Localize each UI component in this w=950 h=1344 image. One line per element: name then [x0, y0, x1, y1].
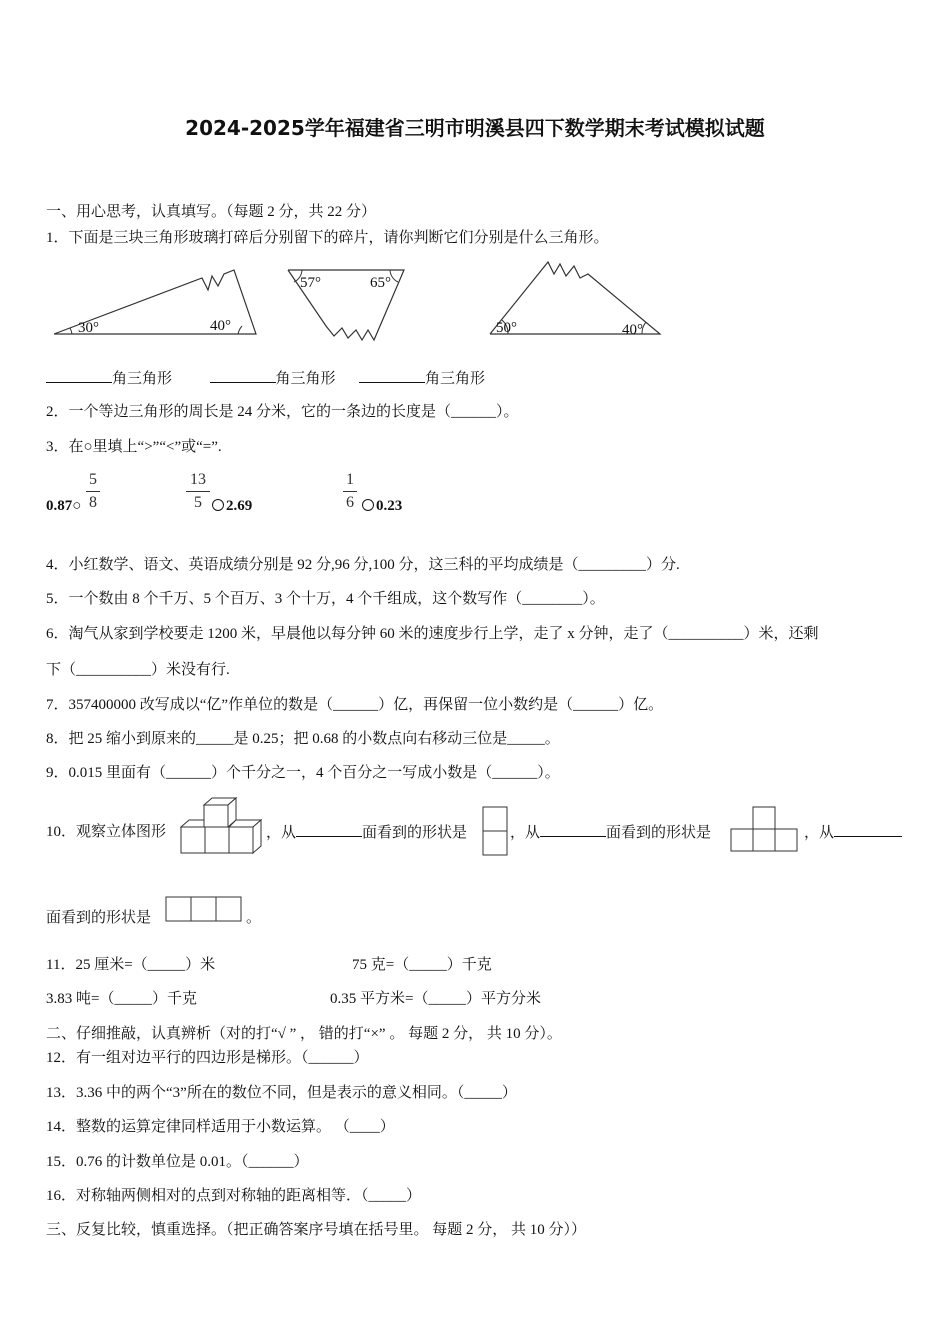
section2-header: 二、仔细推敲，认真辨析（对的打“√ ” ， 错的打“×” 。 每题 2 分， 共 10 分）。 [46, 1026, 562, 1042]
page-title: 2024-2025学年福建省三明市明溪县四下数学期末考试模拟试题 [185, 116, 765, 140]
triangle-3-angle-left: 50° [496, 320, 517, 336]
q1-answer-blank-3[interactable] [359, 368, 425, 383]
solid-figure-icon [180, 797, 266, 855]
question-1: 1．下面是三块三角形玻璃打碎后分别留下的碎片，请你判断它们分别是什么三角形。 [46, 230, 609, 246]
q1-answer-suffix-2: 角三角形 [275, 371, 336, 387]
question-11-b: 75 克=（_____）千克 [352, 957, 492, 973]
triangle-3-angle-right: 40° [622, 322, 643, 338]
question-15: 15．0.76 的计数单位是 0.01。（______） [46, 1154, 309, 1170]
view-shape-vertical-two [482, 806, 508, 856]
section1-header: 一、用心思考，认真填写。（每题 2 分，共 22 分） [46, 204, 377, 220]
question-16: 16．对称轴两侧相对的点到对称轴的距离相等．（_____） [46, 1188, 422, 1204]
triangle-2-angle-right: 65° [370, 275, 391, 291]
q3-fraction-a [86, 470, 100, 513]
q3-fraction-c [343, 470, 357, 513]
question-4: 4．小红数学、语文、英语成绩分别是 92 分,96 分,100 分，这三科的平均成绩是（_________）分. [46, 557, 680, 573]
compare-circle-c[interactable] [362, 499, 374, 511]
question-14: 14．整数的运算定律同样适用于小数运算。 （____） [46, 1119, 395, 1135]
q1-answer-suffix-1: 角三角形 [112, 371, 173, 387]
q3-fraction-a-num: 5 [89, 471, 97, 488]
q10-blank-1[interactable] [296, 822, 362, 837]
view-shape-t-shape [730, 806, 800, 854]
q3-fraction-b [186, 470, 210, 513]
question-11-d: 0.35 平方米=（_____）平方分米 [330, 991, 541, 1007]
q3-item-c-right: 0.23 [362, 496, 402, 516]
q1-answer-suffix-3: 角三角形 [425, 371, 486, 387]
q3-fraction-a-den: 8 [89, 494, 97, 511]
question-6-line-2: 下（__________）米没有行. [46, 662, 230, 678]
triangle-1-angle-right: 40° [210, 318, 231, 334]
q1-answer-blank-1[interactable] [46, 368, 112, 383]
q3-fraction-c-den: 6 [346, 494, 354, 511]
q10-blank-2[interactable] [540, 822, 606, 837]
q3-fraction-b-num: 13 [190, 471, 206, 488]
question-10-line-2-a: 面看到的形状是 [46, 910, 152, 926]
question-11-a: 11．25 厘米=（_____）米 [46, 957, 216, 973]
section3-header: 三、反复比较，慎重选择。（把正确答案序号填在括号里。 每题 2 分， 共 10 分）） [46, 1222, 587, 1238]
question-10-text-c: ，从 面看到的形状是 [510, 822, 711, 843]
question-13: 13．3.36 中的两个“3”所在的数位不同，但是表示的意义相同。（_____） [46, 1085, 517, 1101]
question-12: 12．有一组对边平行的四边形是梯形。（______） [46, 1050, 369, 1066]
q1-answer-row [46, 368, 485, 389]
question-10-text-a: 10．观察立体图形 [46, 824, 167, 840]
q10-blank-3[interactable] [834, 822, 902, 837]
question-10-text-d: ，从 [804, 822, 902, 843]
question-7: 7．357400000 改写成以“亿”作单位的数是（______）亿，再保留一位小数约是（______）亿。 [46, 697, 664, 713]
view-shape-horizontal-three [165, 896, 243, 924]
question-9: 9．0.015 里面有（______）个千分之一，4 个百分之一写成小数是（______）。 [46, 765, 560, 781]
q3-fraction-b-den: 5 [194, 494, 202, 511]
triangle-1-angle-left: 30° [78, 320, 99, 336]
question-5: 5．一个数由 8 个千万、5 个百万、3 个十万，4 个千组成，这个数写作（________）。 [46, 591, 605, 607]
question-11-c: 3.83 吨=（_____）千克 [46, 991, 197, 1007]
q3-item-a-left: 0.87○ [46, 498, 82, 514]
question-2: 2．一个等边三角形的周长是 24 分米，它的一条边的长度是（______）。 [46, 404, 519, 420]
question-3: 3．在○里填上“>”“<”或“=”. [46, 439, 222, 455]
question-10-text-b: ，从 面看到的形状是 [266, 822, 467, 843]
question-10-line-2-b: 。 [246, 910, 262, 926]
question-8: 8．把 25 缩小到原来的_____是 0.25；把 0.68 的小数点向右移动三位是_____。 [46, 731, 560, 747]
q3-item-b-right: 2.69 [212, 496, 252, 516]
q1-answer-blank-2[interactable] [210, 368, 276, 383]
q3-fraction-c-num: 1 [346, 471, 354, 488]
question-6-line-1: 6．淘气从家到学校要走 1200 米，早晨他以每分钟 60 米的速度步行上学，走了 x 分钟，走了（__________）米，还剩 [46, 626, 819, 642]
triangle-2-angle-left: 57° [300, 275, 321, 291]
compare-circle-b[interactable] [212, 499, 224, 511]
